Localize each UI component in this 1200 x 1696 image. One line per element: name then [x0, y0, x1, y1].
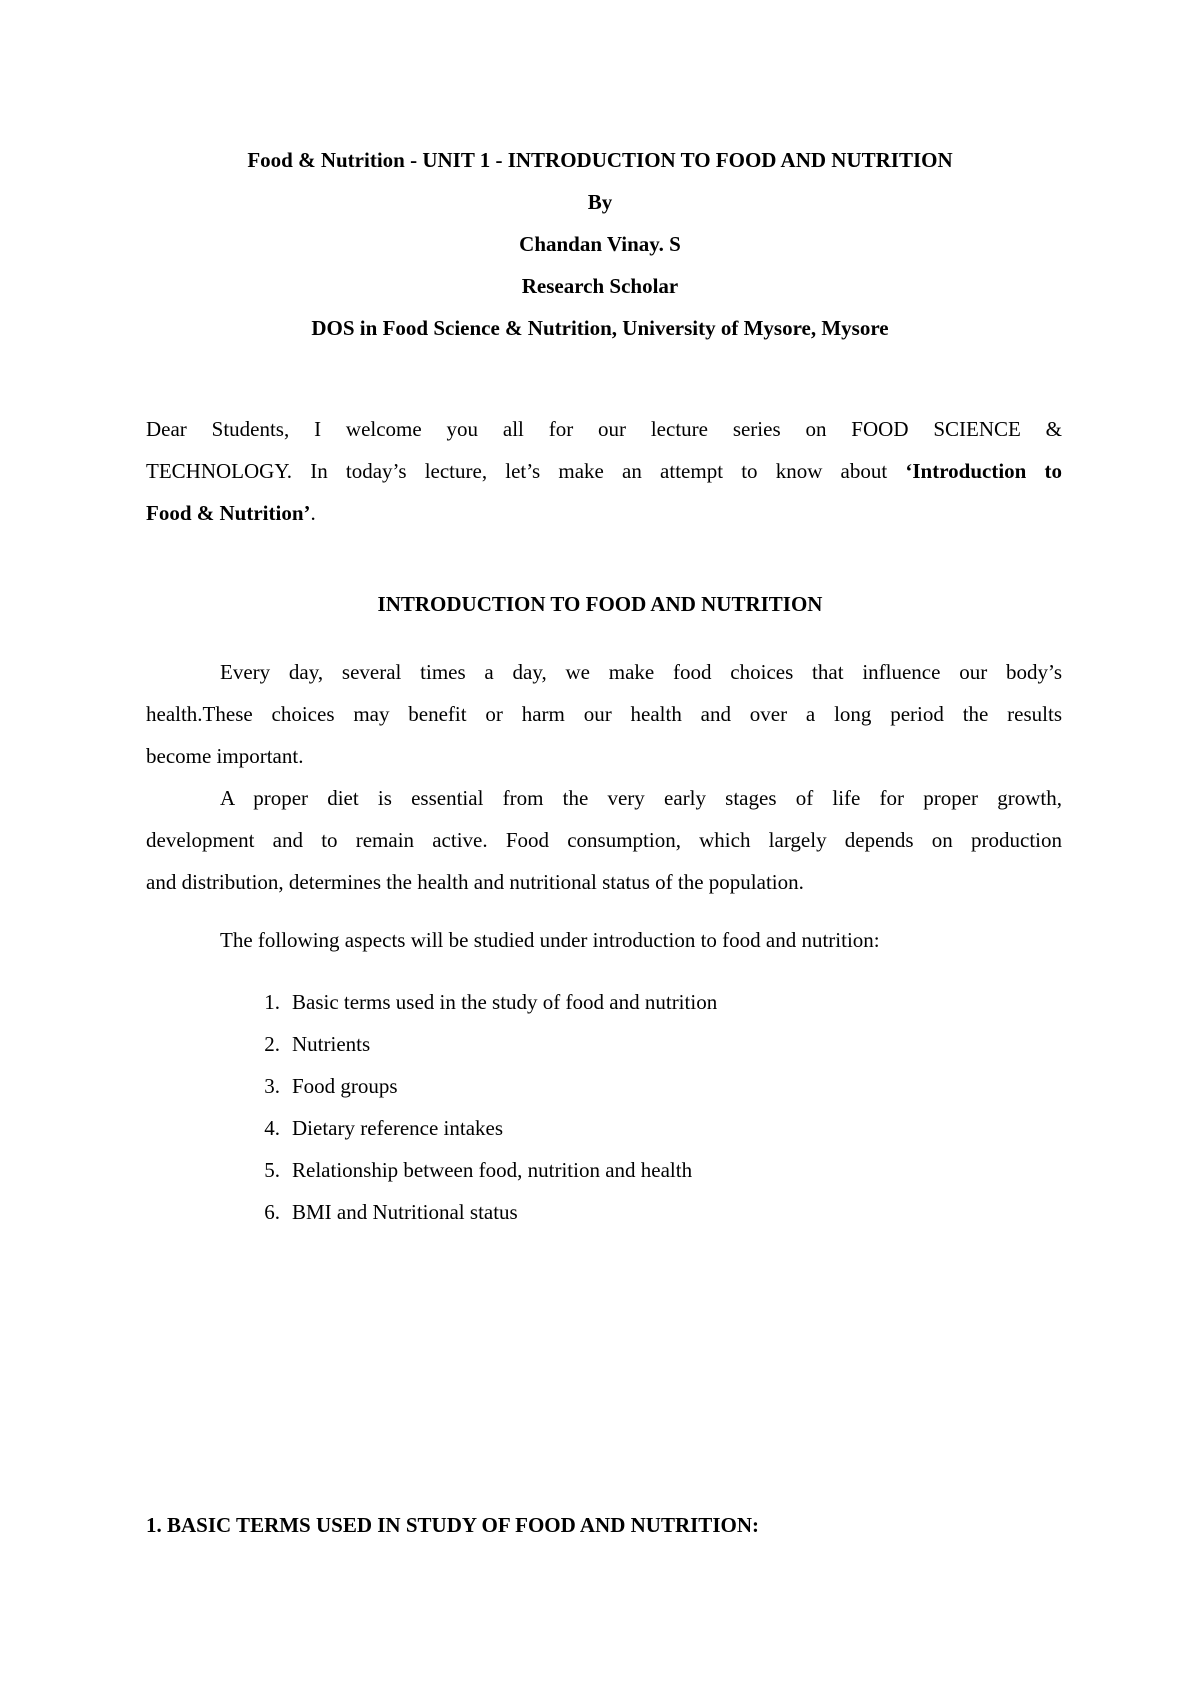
list-item-number: 2.: [264, 1032, 280, 1056]
intro-line-3-text: .: [310, 501, 316, 525]
list-item-text: Relationship between food, nutrition and health: [292, 1158, 693, 1182]
paragraph-1-line-2: health.These choices may benefit or harm our health and over a long period the results: [146, 702, 1062, 726]
list-item-number: 3.: [264, 1074, 280, 1098]
paragraph-1-line-3: become important.: [146, 744, 304, 768]
section-1-heading: 1. BASIC TERMS USED IN STUDY OF FOOD AND NUTRITION:: [146, 1513, 759, 1537]
list-item-text: Dietary reference intakes: [292, 1116, 504, 1140]
list-item-number: 4.: [264, 1116, 280, 1140]
intro-paragraph: [146, 408, 1062, 534]
intro-line-2-bold: ‘Introduction to: [905, 459, 1063, 483]
paragraph-2: [146, 777, 1062, 903]
list-item-number: 1.: [264, 990, 280, 1014]
intro-line-2: [146, 450, 1062, 492]
section-heading: INTRODUCTION TO FOOD AND NUTRITION: [377, 592, 823, 616]
intro-line-3-bold: Food & Nutrition’: [146, 501, 311, 525]
list-item-text: Nutrients: [292, 1032, 371, 1056]
paragraph-1: [146, 651, 1062, 777]
aspects-intro: The following aspects will be studied under introduction to food and nutrition:: [220, 928, 880, 952]
by-line: By: [587, 190, 613, 214]
author-affiliation: DOS in Food Science & Nutrition, University of Mysore, Mysore: [311, 316, 889, 340]
list-item-number: 6.: [264, 1200, 280, 1224]
document-title: Food & Nutrition - UNIT 1 - INTRODUCTION TO FOOD AND NUTRITION: [247, 148, 953, 172]
author-name: Chandan Vinay. S: [519, 232, 681, 256]
intro-line-1: Dear Students, I welcome you all for our lecture series on FOOD SCIENCE &: [146, 417, 1062, 441]
paragraph-1-line-1: Every day, several times a day, we make food choices that influence our body’s: [220, 660, 1062, 684]
paragraph-2-line-3: and distribution, determines the health and nutritional status of the population.: [146, 870, 804, 894]
intro-line-2-text: TECHNOLOGY. In today’s lecture, let’s make an attempt to know about: [146, 459, 906, 483]
author-role: Research Scholar: [521, 274, 679, 298]
list-item-text: Basic terms used in the study of food and nutrition: [292, 990, 718, 1014]
paragraph-2-line-1: A proper diet is essential from the very early stages of life for proper growth,: [220, 786, 1062, 810]
paragraph-2-line-2: development and to remain active. Food consumption, which largely depends on production: [146, 828, 1062, 852]
list-item-number: 5.: [264, 1158, 280, 1182]
list-item-text: BMI and Nutritional status: [292, 1200, 518, 1224]
intro-line-3: [146, 492, 1062, 534]
list-item-text: Food groups: [292, 1074, 398, 1098]
